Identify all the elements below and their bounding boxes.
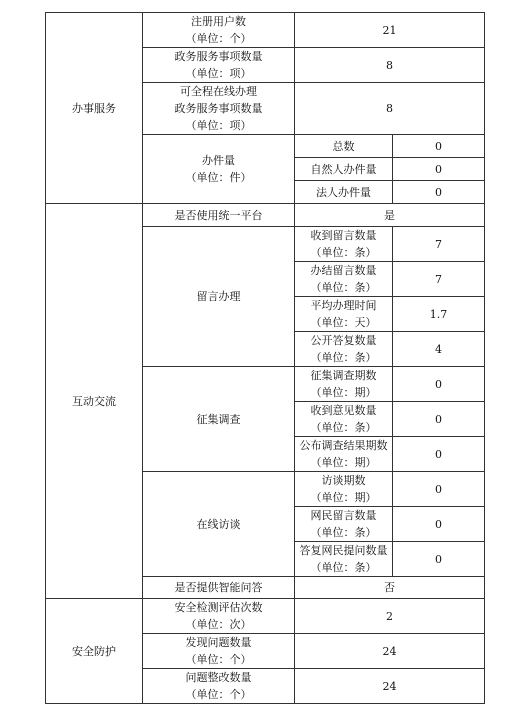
label-line: 公开答复数量 — [310, 334, 377, 347]
label-line: 注册用户数 — [191, 15, 246, 28]
interview-group-label: 在线访谈 — [143, 472, 295, 577]
cases-legal-value: 0 — [393, 181, 485, 204]
label-line: 征集调查期数 — [310, 369, 377, 382]
security-checks-label — [143, 599, 295, 634]
unit-line: （单位：次） — [185, 618, 252, 631]
label-line: 平均办理时间 — [310, 299, 377, 312]
section-title-interaction — [46, 204, 143, 599]
unit-line: （单位：条） — [310, 246, 377, 259]
survey-opinions-value: 0 — [393, 402, 485, 437]
unit-line: （单位：期） — [310, 491, 377, 504]
messages-public-replies-label — [295, 332, 393, 367]
unit-line: （单位：个） — [185, 688, 252, 701]
security-checks-value: 2 — [295, 599, 485, 634]
survey-results-label — [295, 437, 393, 472]
issues-found-value: 24 — [295, 634, 485, 669]
government-website-stats-table — [45, 12, 485, 704]
messages-received-label — [295, 227, 393, 262]
unit-line: （单位：个） — [185, 32, 252, 45]
service-items-label — [143, 48, 295, 83]
section-title-service — [46, 13, 143, 204]
survey-results-value: 0 — [393, 437, 485, 472]
online-items-value: 8 — [295, 83, 485, 135]
unified-platform-label: 是否使用统一平台 — [143, 204, 295, 227]
interview-answers-value: 0 — [393, 542, 485, 577]
section-label: 互动交流 — [72, 394, 116, 408]
unit-line: （单位：期） — [310, 386, 377, 399]
unit-line: （单位：期） — [310, 456, 377, 469]
cases-total-value: 0 — [393, 135, 485, 158]
label-line: 收到意见数量 — [310, 404, 377, 417]
issues-fixed-label — [143, 669, 295, 704]
table-row — [46, 599, 485, 634]
unit-line: （单位：项） — [185, 67, 252, 80]
label-line: 办件量 — [202, 154, 235, 167]
label-line: 可全程在线办理 — [180, 85, 257, 98]
messages-handled-value: 7 — [393, 262, 485, 297]
unit-line: （单位：条） — [310, 421, 377, 434]
messages-handled-label — [295, 262, 393, 297]
label-line: 安全检测评估次数 — [174, 601, 263, 614]
label-line: 发现问题数量 — [185, 636, 252, 649]
section-label: 办事服务 — [72, 101, 116, 115]
smart-qa-value: 否 — [295, 577, 485, 599]
unified-platform-value: 是 — [295, 204, 485, 227]
interview-periods-label — [295, 472, 393, 507]
interview-periods-value: 0 — [393, 472, 485, 507]
registered-users-label — [143, 13, 295, 48]
interview-messages-value: 0 — [393, 507, 485, 542]
unit-line: （单位：件） — [185, 171, 252, 184]
table-row — [46, 204, 485, 227]
survey-opinions-label — [295, 402, 393, 437]
interview-answers-label — [295, 542, 393, 577]
label-line: 公布调查结果期数 — [299, 439, 388, 452]
unit-line: （单位：天） — [310, 316, 377, 329]
smart-qa-label: 是否提供智能问答 — [143, 577, 295, 599]
messages-avg-time-value: 1.7 — [393, 297, 485, 332]
survey-periods-value: 0 — [393, 367, 485, 402]
issues-found-label — [143, 634, 295, 669]
label-line: 访谈期数 — [321, 474, 366, 487]
cases-natural-label: 自然人办件量 — [295, 158, 393, 181]
unit-line: （单位：条） — [310, 526, 377, 539]
label-line: 办结留言数量 — [310, 264, 377, 277]
section-label: 安全防护 — [72, 644, 116, 658]
unit-line: （单位：项） — [185, 119, 252, 132]
section-title-security — [46, 599, 143, 704]
label-line: 收到留言数量 — [310, 229, 377, 242]
unit-line: （单位：条） — [310, 561, 377, 574]
online-items-label — [143, 83, 295, 135]
cases-legal-label: 法人办件量 — [295, 181, 393, 204]
unit-line: （单位：条） — [310, 281, 377, 294]
registered-users-value: 21 — [295, 13, 485, 48]
cases-label — [143, 135, 295, 204]
unit-line: （单位：个） — [185, 653, 252, 666]
table-row — [46, 13, 485, 48]
messages-public-replies-value: 4 — [393, 332, 485, 367]
survey-group-label: 征集调查 — [143, 367, 295, 472]
label-line: 网民留言数量 — [310, 509, 377, 522]
messages-avg-time-label — [295, 297, 393, 332]
cases-natural-value: 0 — [393, 158, 485, 181]
report-table-container — [45, 12, 485, 704]
messages-received-value: 7 — [393, 227, 485, 262]
label-line: 政务服务事项数量 — [174, 102, 263, 115]
unit-line: （单位：条） — [310, 351, 377, 364]
service-items-value: 8 — [295, 48, 485, 83]
label-line: 答复网民提问数量 — [299, 544, 388, 557]
survey-periods-label — [295, 367, 393, 402]
messages-group-label: 留言办理 — [143, 227, 295, 367]
issues-fixed-value: 24 — [295, 669, 485, 704]
interview-messages-label — [295, 507, 393, 542]
label-line: 政务服务事项数量 — [174, 50, 263, 63]
cases-total-label: 总数 — [295, 135, 393, 158]
label-line: 问题整改数量 — [185, 671, 252, 684]
